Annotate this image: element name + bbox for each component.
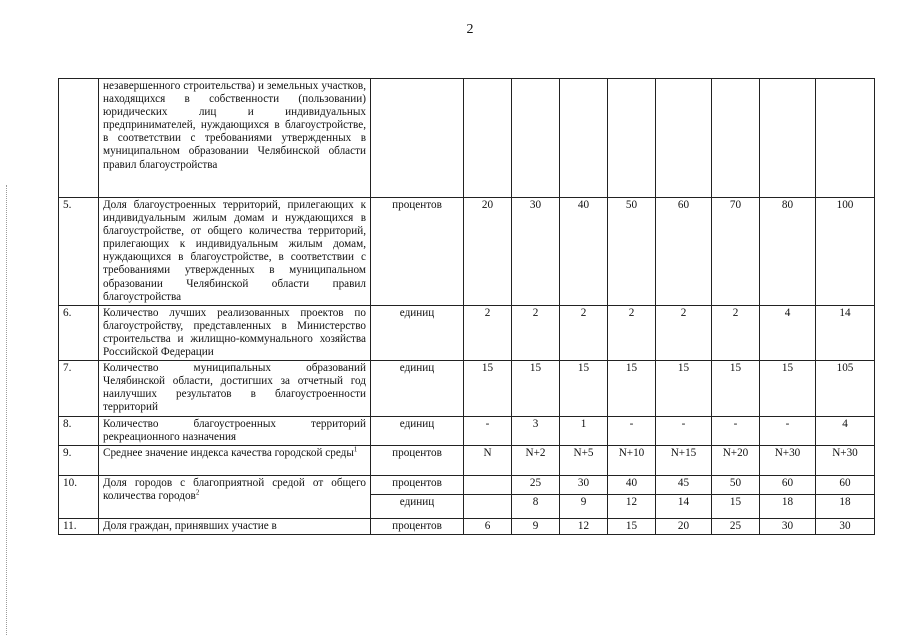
- value-cell: 9: [512, 518, 560, 534]
- value-cell: [512, 79, 560, 198]
- value-cell: 25: [512, 475, 560, 494]
- value-cell: 30: [560, 475, 608, 494]
- row-number: 9.: [59, 445, 99, 475]
- value-cell: 14: [816, 305, 875, 360]
- value-cell: [760, 79, 816, 198]
- value-cell: 8: [512, 494, 560, 518]
- value-cell: 15: [512, 361, 560, 416]
- value-cell: [608, 79, 656, 198]
- value-cell: 12: [608, 494, 656, 518]
- unit-cell: процентов: [371, 445, 464, 475]
- indicator-name: незавершенного строительства) и земельных участков, находящихся в собственности (пользовании) юридических лиц и индивидуальных предпринимателей, нуждающихся в благоустройстве, в соответствии с требованиями утвержденных в муниципальном образовании Челябинской области правил благоустройства: [99, 79, 371, 198]
- unit-cell: единиц: [371, 361, 464, 416]
- value-cell: 2: [464, 305, 512, 360]
- value-cell: [712, 79, 760, 198]
- value-cell: 18: [760, 494, 816, 518]
- row-number: 8.: [59, 416, 99, 445]
- value-cell: 100: [816, 198, 875, 306]
- value-cell: N+30: [760, 445, 816, 475]
- value-cell: [816, 79, 875, 198]
- value-cell: N: [464, 445, 512, 475]
- value-cell: 60: [656, 198, 712, 306]
- value-cell: 40: [560, 198, 608, 306]
- scan-edge-mark: [6, 185, 8, 635]
- value-cell: 50: [712, 475, 760, 494]
- unit-cell: процентов: [371, 198, 464, 306]
- unit-cell: единиц: [371, 494, 464, 518]
- unit-cell: [371, 79, 464, 198]
- value-cell: 6: [464, 518, 512, 534]
- indicators-table: [58, 78, 875, 535]
- table-row: [59, 198, 875, 306]
- value-cell: 30: [512, 198, 560, 306]
- table-row: [59, 79, 875, 198]
- table-row: [59, 305, 875, 360]
- value-cell: 15: [712, 361, 760, 416]
- value-cell: -: [656, 416, 712, 445]
- value-cell: [464, 475, 512, 494]
- value-cell: 15: [608, 361, 656, 416]
- value-cell: 2: [656, 305, 712, 360]
- value-cell: -: [712, 416, 760, 445]
- value-cell: 14: [656, 494, 712, 518]
- table-row: [59, 416, 875, 445]
- value-cell: 4: [816, 416, 875, 445]
- value-cell: 60: [760, 475, 816, 494]
- value-cell: -: [608, 416, 656, 445]
- value-cell: N+20: [712, 445, 760, 475]
- value-cell: -: [464, 416, 512, 445]
- indicator-name: Доля граждан, принявших участие в: [99, 518, 371, 534]
- value-cell: N+10: [608, 445, 656, 475]
- value-cell: 20: [464, 198, 512, 306]
- value-cell: 15: [656, 361, 712, 416]
- value-cell: 2: [560, 305, 608, 360]
- value-cell: 15: [608, 518, 656, 534]
- value-cell: [560, 79, 608, 198]
- table-row: [59, 445, 875, 475]
- value-cell: -: [760, 416, 816, 445]
- unit-cell: единиц: [371, 416, 464, 445]
- value-cell: 40: [608, 475, 656, 494]
- value-cell: 9: [560, 494, 608, 518]
- table-row: [59, 361, 875, 416]
- value-cell: 2: [712, 305, 760, 360]
- page-number: 2: [466, 22, 474, 37]
- indicator-name-text: Среднее значение индекса качества городской среды: [103, 446, 354, 459]
- indicator-name: [99, 445, 371, 475]
- value-cell: 45: [656, 475, 712, 494]
- value-cell: [464, 79, 512, 198]
- unit-cell: процентов: [371, 475, 464, 494]
- value-cell: N+2: [512, 445, 560, 475]
- value-cell: 3: [512, 416, 560, 445]
- table-row: [59, 475, 875, 494]
- value-cell: N+15: [656, 445, 712, 475]
- value-cell: 60: [816, 475, 875, 494]
- indicator-name-text: Доля городов с благоприятной средой от общего количества городов: [103, 476, 366, 502]
- value-cell: 2: [512, 305, 560, 360]
- value-cell: N+5: [560, 445, 608, 475]
- indicator-name: Количество благоустроенных территорий рекреационного назначения: [99, 416, 371, 445]
- footnote-marker: 1: [353, 444, 358, 453]
- value-cell: 2: [608, 305, 656, 360]
- value-cell: 20: [656, 518, 712, 534]
- value-cell: 4: [760, 305, 816, 360]
- value-cell: 1: [560, 416, 608, 445]
- value-cell: 15: [760, 361, 816, 416]
- value-cell: 15: [560, 361, 608, 416]
- row-number: 5.: [59, 198, 99, 306]
- value-cell: 18: [816, 494, 875, 518]
- unit-cell: процентов: [371, 518, 464, 534]
- indicator-name: [99, 475, 371, 518]
- value-cell: 15: [464, 361, 512, 416]
- row-number: [59, 79, 99, 198]
- value-cell: 80: [760, 198, 816, 306]
- value-cell: 70: [712, 198, 760, 306]
- unit-cell: единиц: [371, 305, 464, 360]
- row-number: 11.: [59, 518, 99, 534]
- row-number: 7.: [59, 361, 99, 416]
- value-cell: [464, 494, 512, 518]
- indicator-name: Количество муниципальных образований Челябинской области, достигших за отчетный год наилучших результатов в благоустроенности территорий: [99, 361, 371, 416]
- row-number: 10.: [59, 475, 99, 518]
- table-row: [59, 518, 875, 534]
- value-cell: 15: [712, 494, 760, 518]
- value-cell: [656, 79, 712, 198]
- value-cell: 50: [608, 198, 656, 306]
- footnote-marker: 2: [195, 488, 200, 497]
- value-cell: 12: [560, 518, 608, 534]
- value-cell: 30: [760, 518, 816, 534]
- value-cell: 25: [712, 518, 760, 534]
- indicator-name: Доля благоустроенных территорий, прилегающих к индивидуальным жилым домам и нуждающихся в благоустройстве, от общего количества территорий, прилегающих к индивидуальным жилым домам, нуждающихся в благоустройстве, в соответствии с требованиями утвержденных в муниципальном образовании Челябинской области правил благоустройства: [99, 198, 371, 306]
- value-cell: 105: [816, 361, 875, 416]
- value-cell: 30: [816, 518, 875, 534]
- row-number: 6.: [59, 305, 99, 360]
- indicator-name: Количество лучших реализованных проектов по благоустройству, представленных в Министерство строительства и жилищно-коммунального хозяйства Российской Федерации: [99, 305, 371, 360]
- value-cell: N+30: [816, 445, 875, 475]
